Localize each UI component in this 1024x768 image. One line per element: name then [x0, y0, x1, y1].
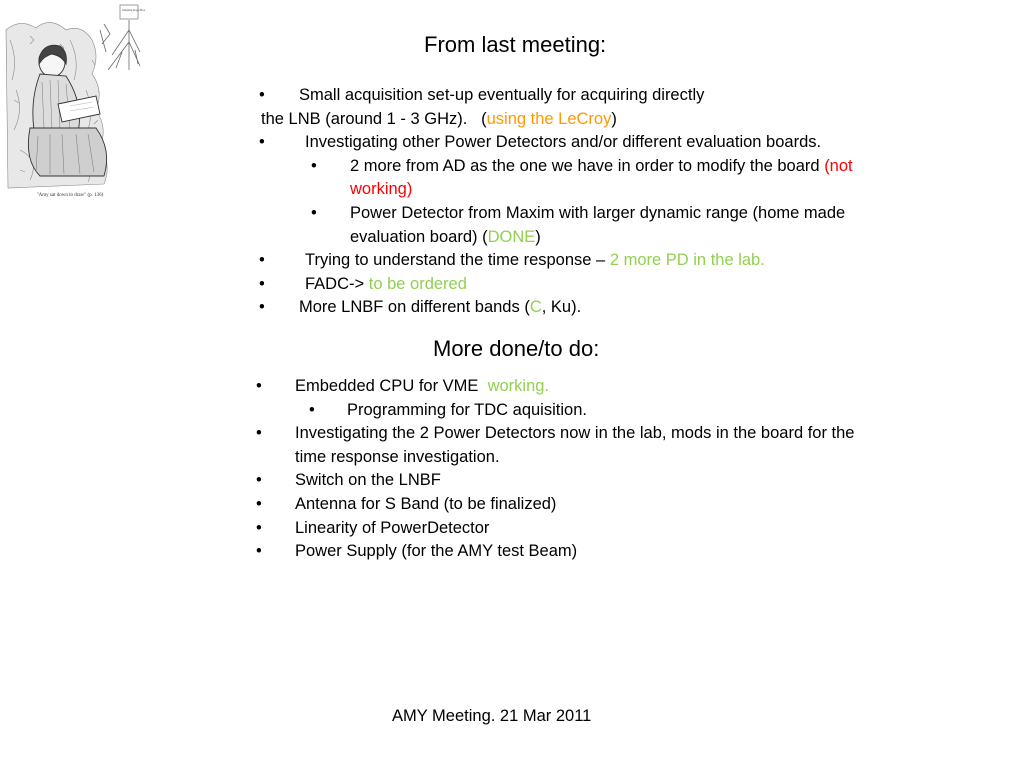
bullet: • — [309, 400, 315, 419]
bullet: • — [259, 133, 265, 152]
status-highlight: DONE — [487, 227, 536, 246]
item-text: Trying to understand the time response – — [305, 251, 606, 270]
bullet: • — [256, 471, 262, 490]
item-text: Programming for TDC aquisition. — [347, 400, 587, 419]
list-item — [0, 422, 855, 446]
list-item-continuation — [0, 108, 617, 132]
footer-text: AMY Meeting. 21 Mar 2011 — [392, 707, 592, 725]
item-text: Investigating other Power Detectors and/or different evaluation boards. — [305, 133, 822, 152]
item-text: More LNBF on different bands ( — [299, 298, 530, 317]
item-text: evaluation board) ( — [350, 227, 488, 246]
paren: ) — [611, 109, 617, 128]
list-item — [0, 273, 467, 297]
list-item — [0, 469, 441, 493]
bullet: • — [311, 156, 317, 175]
list-item — [0, 131, 822, 155]
status-highlight: working) — [350, 180, 413, 199]
status-highlight: to be ordered — [368, 274, 467, 293]
status-highlight: working. — [487, 377, 550, 395]
item-text: Power Detector from Maxim with larger dynamic range (home made — [350, 203, 846, 222]
bullet: • — [256, 542, 262, 561]
illustration-caption: "Amy sat down to draw" (p. 136) — [36, 193, 104, 198]
illustration-amy-drawing — [0, 0, 146, 206]
bullet: • — [256, 494, 262, 513]
paren: ) — [535, 227, 541, 246]
item-text: Power Supply (for the AMY test Beam) — [295, 542, 578, 561]
item-text: , Ku). — [541, 298, 582, 317]
section2-title: More done/to do: — [433, 336, 600, 361]
status-highlight: C — [529, 298, 542, 317]
bullet: • — [256, 518, 262, 537]
list-item — [0, 540, 578, 564]
list-item-continuation — [0, 226, 541, 250]
item-text: 2 more from AD as the one we have in order to modify the board — [350, 156, 820, 175]
list-item — [0, 517, 490, 541]
bullet: • — [256, 424, 262, 443]
item-text: the LNB (around 1 - 3 GHz). — [261, 109, 468, 128]
list-item — [0, 202, 846, 226]
section1-title: From last meeting: — [424, 32, 607, 57]
list-item — [0, 296, 582, 320]
list-item — [0, 84, 705, 108]
status-highlight: (not — [824, 156, 853, 175]
tree-sketch-icon — [100, 5, 140, 70]
item-text: Embedded CPU for VME — [295, 377, 479, 395]
section2-list — [0, 375, 855, 564]
status-highlight: using the LeCroy — [486, 109, 612, 128]
list-item — [0, 399, 587, 423]
list-item-continuation — [0, 446, 500, 470]
bullet: • — [259, 274, 265, 293]
sketch-label: Jumping Rope Box — [122, 8, 146, 12]
list-item — [0, 155, 853, 179]
item-text: Antenna for S Band (to be finalized) — [295, 494, 557, 513]
paren: ( — [481, 109, 487, 128]
item-text: Investigating the 2 Power Detectors now in the lab, mods in the board for the — [295, 424, 855, 443]
item-text: Small acquisition set-up eventually for acquiring directly — [299, 86, 705, 104]
item-text: FADC-> — [305, 274, 365, 293]
bullet: • — [259, 298, 265, 317]
bullet: • — [311, 203, 317, 222]
list-item — [0, 375, 550, 399]
bullet: • — [259, 251, 265, 270]
item-text: Switch on the LNBF — [295, 471, 441, 490]
item-text: time response investigation. — [295, 447, 500, 466]
item-text: Linearity of PowerDetector — [295, 518, 490, 537]
list-item — [0, 249, 765, 273]
bullet: • — [259, 86, 265, 104]
list-item — [0, 493, 557, 517]
bullet: • — [256, 377, 262, 395]
status-highlight: 2 more PD in the lab. — [609, 251, 765, 270]
